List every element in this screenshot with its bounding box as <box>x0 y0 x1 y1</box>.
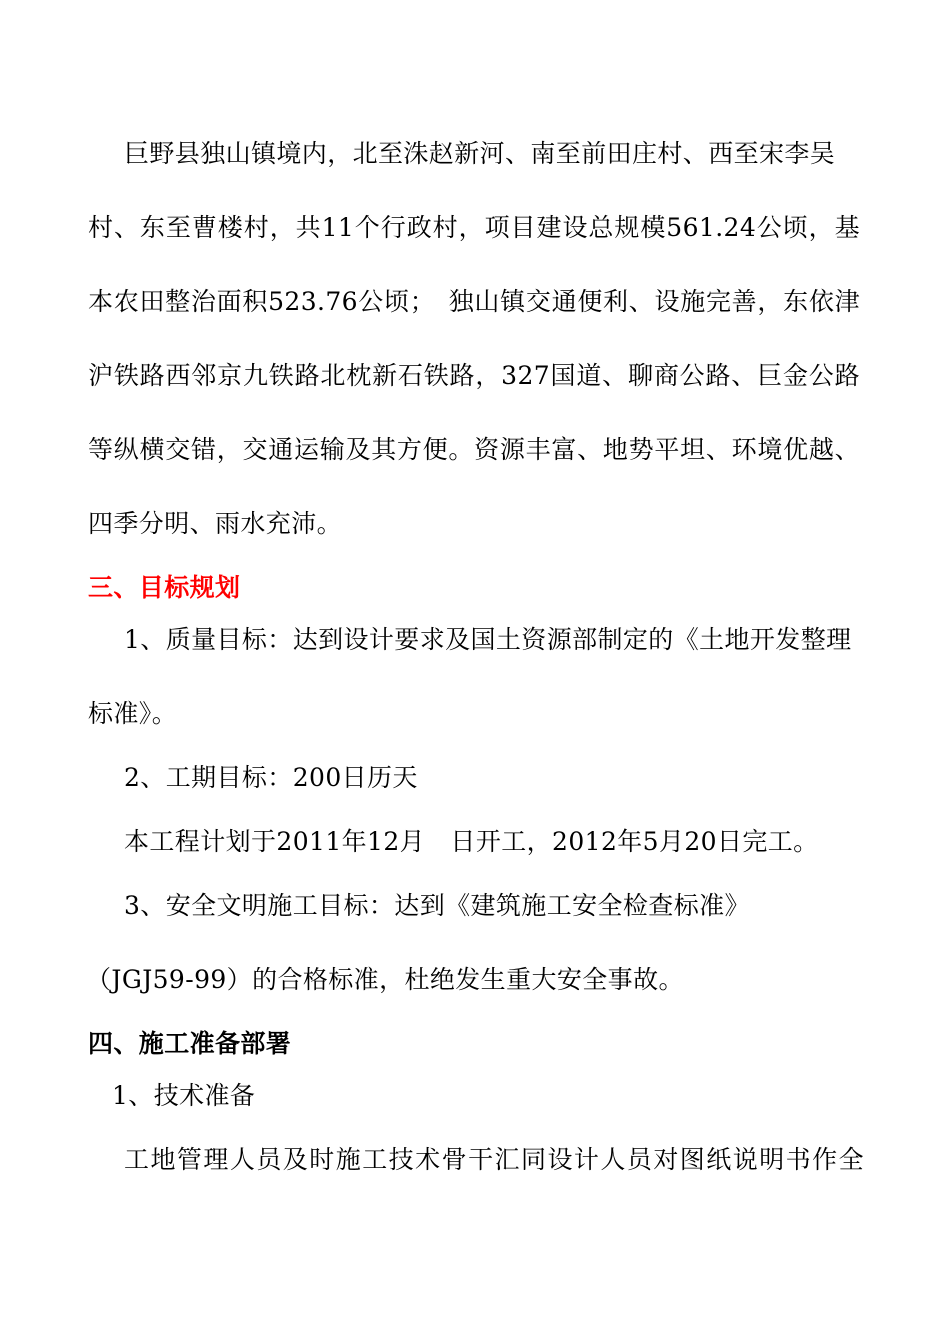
paragraph-line: 四季分明、雨水充沛。 <box>88 509 343 538</box>
goal-quality-line: 1、质量目标：达到设计要求及国土资源部制定的《土地开发整理 <box>124 625 852 654</box>
goal-safety-line: 3、安全文明施工目标：达到《建筑施工安全检查标准》 <box>124 891 750 920</box>
section-heading-goals: 三、目标规划 <box>88 573 241 602</box>
paragraph-line: 村、东至曹楼村，共11个行政村，项目建设总规模561.24公顷，基 <box>88 213 860 242</box>
goal-quality-line: 标准》。 <box>88 699 178 728</box>
goal-safety-line: （JGJ59-99）的合格标准，杜绝发生重大安全事故。 <box>86 965 684 994</box>
section-heading-preparation: 四、施工准备部署 <box>88 1029 292 1058</box>
paragraph-line: 本农田整治面积523.76公顷； 独山镇交通便利、设施完善，东依津 <box>88 287 860 316</box>
subsection-technical-preparation: 1、技术准备 <box>112 1081 256 1110</box>
paragraph-line: 沪铁路西邻京九铁路北枕新石铁路，327国道、聊商公路、巨金公路 <box>88 361 860 390</box>
paragraph-line: 巨野县独山镇境内，北至洙赵新河、南至前田庄村、西至宋李吴 <box>124 139 836 168</box>
schedule-statement: 本工程计划于2011年12月 日开工，2012年5月20日完工。 <box>124 827 819 856</box>
paragraph-line: 工地管理人员及时施工技术骨干汇同设计人员对图纸说明书作全 <box>124 1145 864 1174</box>
paragraph-line: 等纵横交错，交通运输及其方便。资源丰富、地势平坦、环境优越、 <box>88 435 860 464</box>
goal-schedule: 2、工期目标：200日历天 <box>124 763 418 792</box>
